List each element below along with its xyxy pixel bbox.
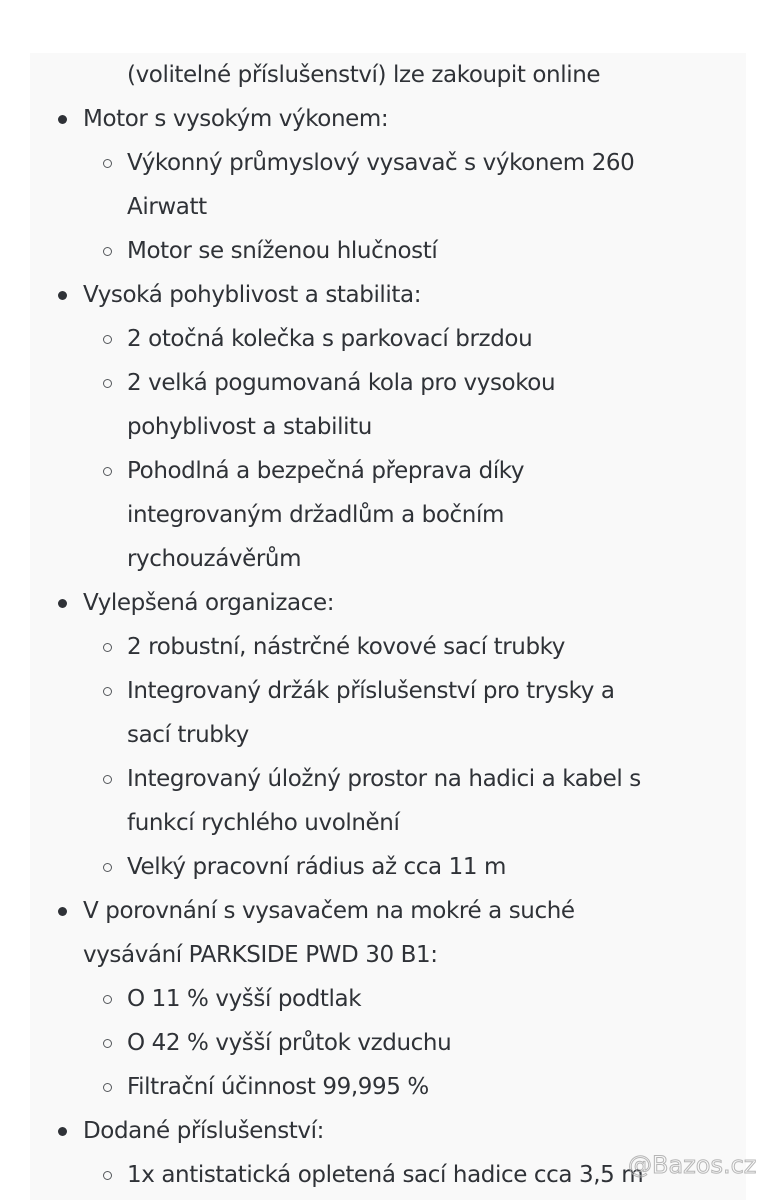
bullet-circle-icon — [103, 379, 112, 388]
list-item-comparison: V porovnání s vysavačem na mokré a suché — [30, 889, 746, 933]
list-subitem-continuation: rychouzávěrům — [127, 546, 302, 572]
list-subitem: Integrovaný držák příslušenství pro trysky a — [30, 669, 746, 713]
list-subitem: Integrovaný úložný prostor na hadici a kabel s — [30, 757, 746, 801]
list-subitem-continuation: pohyblivost a stabilitu — [127, 414, 372, 440]
list-item-motor: Motor s vysokým výkonem: — [30, 97, 746, 141]
bullet-circle-icon — [103, 247, 112, 256]
bullet-circle-icon — [103, 687, 112, 696]
bullet-circle-icon — [103, 159, 112, 168]
list-subitem: 2 velká pogumovaná kola pro vysokou — [30, 361, 746, 405]
list-subitem: Motor se sníženou hlučností — [30, 229, 746, 273]
bullet-circle-icon — [103, 775, 112, 784]
bullet-circle-icon — [103, 863, 112, 872]
list-subitem: 2 otočná kolečka s parkovací brzdou — [30, 317, 746, 361]
bullet-circle-icon — [103, 995, 112, 1004]
list-subitem: Pohodlná a bezpečná přeprava díky — [30, 449, 746, 493]
bazos-watermark: @Bazos.cz — [628, 1151, 757, 1179]
bullet-circle-icon — [103, 1083, 112, 1092]
bullet-circle-icon — [103, 1171, 112, 1180]
bullet-circle-icon — [103, 335, 112, 344]
bullet-disc-icon — [58, 1127, 67, 1136]
bullet-circle-icon — [103, 1039, 112, 1048]
bullet-disc-icon — [58, 907, 67, 916]
list-subitem: 2 robustní, nástrčné kovové sací trubky — [30, 625, 746, 669]
list-item-continuation: (volitelné příslušenství) lze zakoupit online — [127, 62, 601, 88]
feature-list — [30, 53, 746, 1197]
bullet-circle-icon — [103, 467, 112, 476]
list-subitem: O 42 % vyšší průtok vzduchu — [30, 1021, 746, 1065]
list-item-accessories: Dodané příslušenství: — [30, 1109, 746, 1153]
list-subitem-continuation: integrovaným držadlům a bočním — [127, 502, 504, 528]
bullet-disc-icon — [58, 291, 67, 300]
list-subitem-continuation: Airwatt — [127, 194, 207, 220]
list-subitem-continuation: sací trubky — [127, 722, 249, 748]
list-subitem-continuation: funkcí rychlého uvolnění — [127, 810, 400, 836]
list-subitem: Velký pracovní rádius až cca 11 m — [30, 845, 746, 889]
bullet-disc-icon — [58, 599, 67, 608]
bullet-circle-icon — [103, 643, 112, 652]
bullet-disc-icon — [58, 115, 67, 124]
list-subitem: 1x antistatická opletená sací hadice cca 3,5 m — [30, 1153, 746, 1197]
product-description-panel — [30, 53, 746, 1200]
list-subitem: O 11 % vyšší podtlak — [30, 977, 746, 1021]
list-subitem: Filtrační účinnost 99,995 % — [30, 1065, 746, 1109]
list-subitem: Výkonný průmyslový vysavač s výkonem 260 — [30, 141, 746, 185]
list-item-organization: Vylepšená organizace: — [30, 581, 746, 625]
list-item-continuation: vysávání PARKSIDE PWD 30 B1: — [83, 942, 438, 968]
list-item-mobility: Vysoká pohyblivost a stabilita: — [30, 273, 746, 317]
